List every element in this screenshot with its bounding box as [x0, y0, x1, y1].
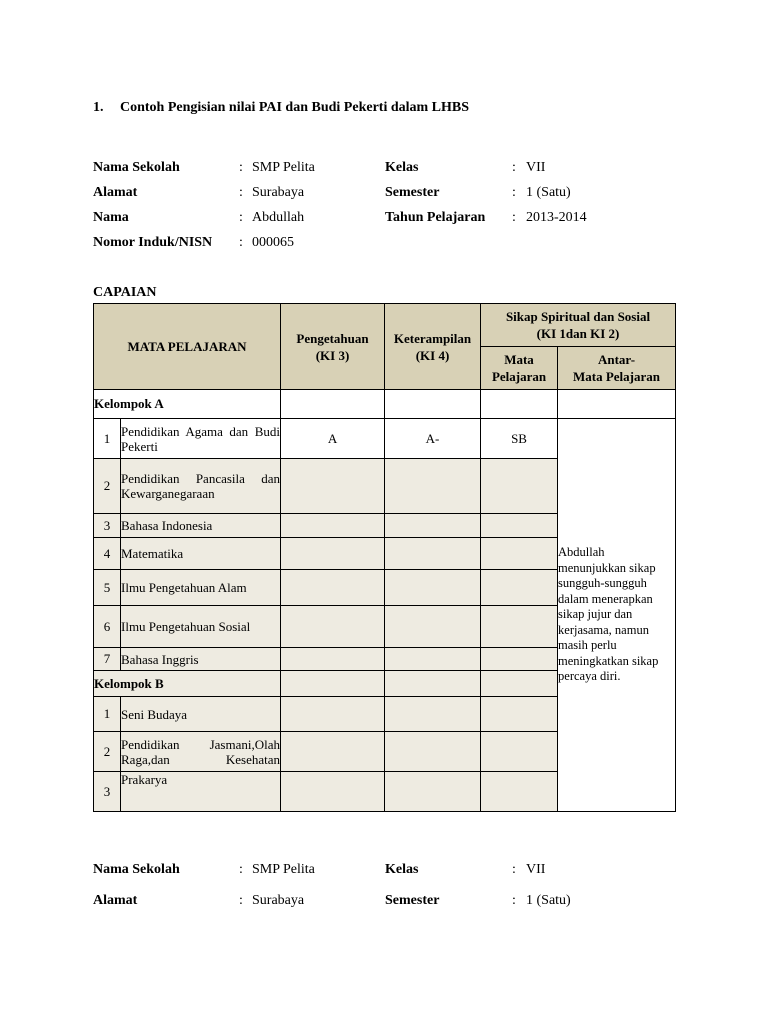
- header-sikap-line1: Sikap Spiritual dan Sosial: [505, 309, 651, 324]
- table-cell: [385, 772, 481, 812]
- header-keterampilan-line2: (KI 4): [415, 347, 450, 363]
- info-value: Surabaya: [252, 185, 305, 200]
- subject-name: Pendidikan Agama dan Budi Pekerti: [121, 419, 281, 459]
- grade-pengetahuan: [281, 459, 385, 514]
- grade-pengetahuan: A: [281, 419, 385, 459]
- info-value: 000065: [252, 235, 294, 250]
- grade-sikap: [481, 606, 558, 648]
- grade-keterampilan: [385, 570, 481, 606]
- info-label: Nama Sekolah: [93, 160, 180, 175]
- subject-name: Matematika: [121, 538, 281, 570]
- table-cell: [481, 697, 558, 732]
- row-number: 5: [94, 570, 121, 606]
- info-label: Nama Sekolah: [93, 862, 180, 877]
- info-colon: :: [512, 893, 516, 908]
- info-label: Semester: [385, 185, 440, 200]
- info-value: 1 (Satu): [526, 185, 571, 200]
- info-value: Surabaya: [252, 893, 305, 908]
- header-mata-pelajaran: MATA PELAJARAN: [94, 304, 281, 390]
- table-row: [94, 419, 676, 459]
- heading-number: 1.: [93, 100, 104, 115]
- info-label: Alamat: [93, 185, 138, 200]
- table-cell: [281, 697, 385, 732]
- info-label: Alamat: [93, 893, 138, 908]
- info-colon: :: [239, 235, 243, 250]
- grade-pengetahuan: [281, 606, 385, 648]
- info-colon: :: [512, 185, 516, 200]
- info-label: Nomor Induk/NISN: [93, 235, 213, 250]
- info-colon: :: [239, 185, 243, 200]
- group-label-b: Kelompok B: [94, 671, 281, 697]
- table-cell: [481, 390, 558, 419]
- info-value: 1 (Satu): [526, 893, 571, 908]
- header-sikap: [481, 304, 676, 347]
- header-pengetahuan-line2: (KI 3): [315, 347, 350, 363]
- info-colon: :: [239, 893, 243, 908]
- subject-name: Ilmu Pengetahuan Sosial: [121, 606, 281, 648]
- table-cell: [281, 772, 385, 812]
- subject-name: Bahasa Inggris: [121, 648, 281, 671]
- table-cell: [385, 697, 481, 732]
- info-colon: :: [239, 210, 243, 225]
- subject-name: Seni Budaya: [121, 697, 281, 732]
- grade-sikap: [481, 648, 558, 671]
- header-keterampilan-line1: Keterampilan: [393, 330, 472, 346]
- info-colon: :: [239, 160, 243, 175]
- info-label: Nama: [93, 210, 129, 225]
- info-value: SMP Pelita: [252, 862, 315, 877]
- info-colon: :: [512, 160, 516, 175]
- row-number: 1: [94, 419, 121, 459]
- table-cell: [481, 671, 558, 697]
- grade-keterampilan: [385, 459, 481, 514]
- grade-pengetahuan: [281, 514, 385, 538]
- grade-sikap: [481, 570, 558, 606]
- antar-mapel-description: Abdullah menunjukkan sikap sungguh-sungguh dalam menerapkan sikap jujur dan kerjasama, namun masih perlu meningkatkan sikap percaya diri.: [558, 419, 676, 812]
- header-mata-pelajaran-sub: [481, 347, 558, 390]
- grade-keterampilan: [385, 606, 481, 648]
- info-value: Abdullah: [252, 210, 305, 225]
- table-cell: [481, 772, 558, 812]
- info-label: Semester: [385, 893, 440, 908]
- grade-pengetahuan: [281, 570, 385, 606]
- grade-keterampilan: A-: [385, 419, 481, 459]
- subject-name: Ilmu Pengetahuan Alam: [121, 570, 281, 606]
- section-heading: [93, 100, 469, 116]
- table-cell: [281, 390, 385, 419]
- heading-title: Contoh Pengisian nilai PAI dan Budi Pekerti dalam LHBS: [120, 100, 470, 115]
- grade-pengetahuan: [281, 648, 385, 671]
- grade-sikap: [481, 459, 558, 514]
- grade-sikap: SB: [481, 419, 558, 459]
- subject-name: Prakarya: [121, 772, 281, 812]
- header-sikap-line2: (KI 1dan KI 2): [536, 326, 620, 341]
- table-cell: [385, 390, 481, 419]
- capaian-title: CAPAIAN: [93, 285, 157, 300]
- row-number: 1: [94, 697, 121, 732]
- row-number: 6: [94, 606, 121, 648]
- row-number: 7: [94, 648, 121, 671]
- info-colon: :: [512, 862, 516, 877]
- table-cell: [481, 732, 558, 772]
- grade-sikap: [481, 538, 558, 570]
- table-cell: [385, 732, 481, 772]
- grade-keterampilan: [385, 648, 481, 671]
- group-label-a: Kelompok A: [94, 390, 281, 419]
- table-cell: [281, 671, 385, 697]
- subject-name: Pendidikan Jasmani,Olah Raga,dan Kesehatan: [121, 732, 281, 772]
- subject-name: Bahasa Indonesia: [121, 514, 281, 538]
- header-antar-mapel: [558, 347, 676, 390]
- header-antar-line2: Mata Pelajaran: [573, 369, 661, 384]
- table-cell: [281, 732, 385, 772]
- header-keterampilan: [385, 304, 481, 390]
- info-value: VII: [526, 160, 546, 175]
- row-number: 2: [94, 732, 121, 772]
- grade-keterampilan: [385, 514, 481, 538]
- grade-sikap: [481, 514, 558, 538]
- header-antar-line1: Antar-: [597, 352, 636, 367]
- row-number: 2: [94, 459, 121, 514]
- table-cell: [558, 390, 676, 419]
- header-pengetahuan-line1: Pengetahuan: [296, 330, 369, 346]
- info-label: Kelas: [385, 862, 419, 877]
- info-label: Tahun Pelajaran: [385, 210, 486, 225]
- header-mapel-line2: Pelajaran: [491, 369, 547, 384]
- info-colon: :: [512, 210, 516, 225]
- subject-name: Pendidikan Pancasila dan Kewarganegaraan: [121, 459, 281, 514]
- grades-table: [93, 303, 676, 812]
- row-number: 3: [94, 514, 121, 538]
- grade-keterampilan: [385, 538, 481, 570]
- header-mapel-line1: Mata: [504, 352, 534, 367]
- info-label: Kelas: [385, 160, 419, 175]
- info-value: SMP Pelita: [252, 160, 315, 175]
- row-number: 4: [94, 538, 121, 570]
- grade-pengetahuan: [281, 538, 385, 570]
- info-value: 2013-2014: [526, 210, 587, 225]
- info-colon: :: [239, 862, 243, 877]
- table-cell: [385, 671, 481, 697]
- row-number: 3: [94, 772, 121, 812]
- header-pengetahuan: [281, 304, 385, 390]
- info-value: VII: [526, 862, 546, 877]
